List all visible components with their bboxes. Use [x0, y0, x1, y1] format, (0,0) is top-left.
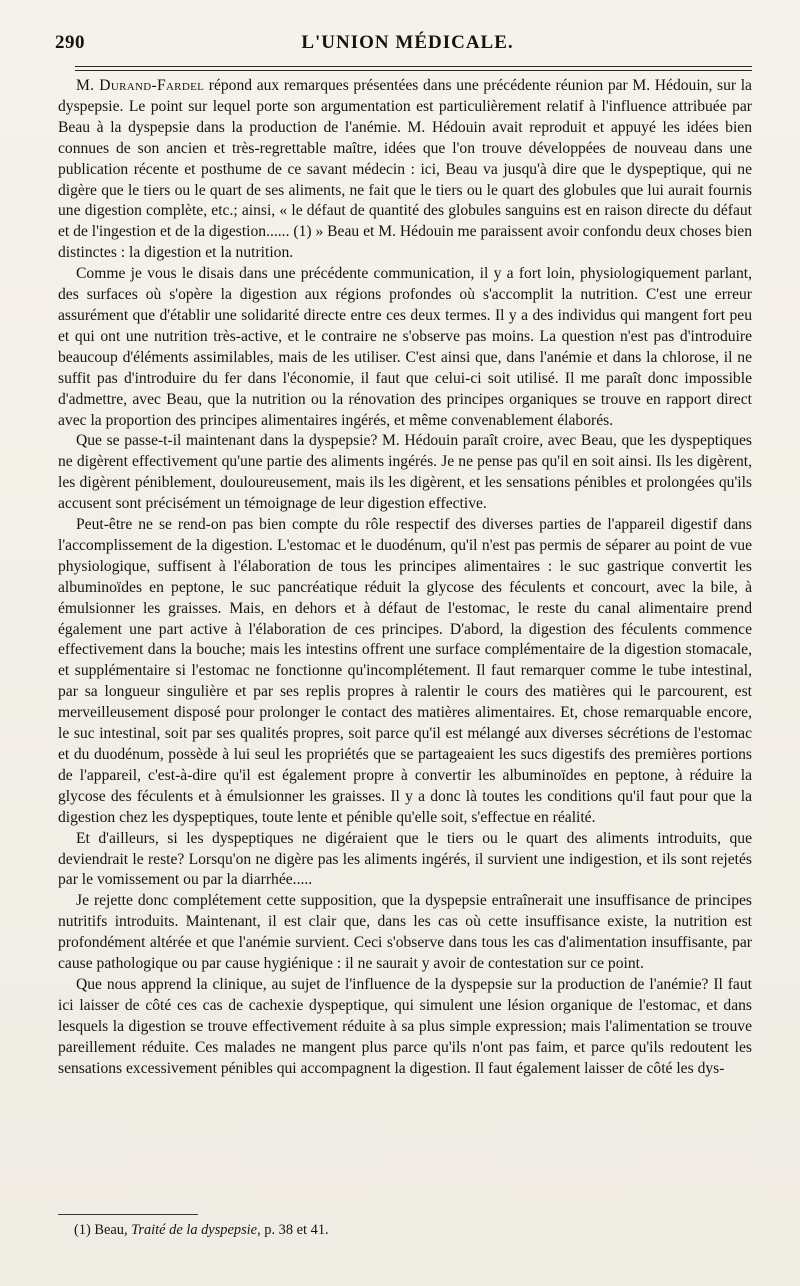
paragraph	[58, 264, 752, 431]
footnote-marker: (1) Beau,	[74, 1222, 132, 1238]
paragraph-text: Que se passe-t-il maintenant dans la dyspepsie? M. Hédouin paraît croire, avec Beau, que les dyspeptiques ne digèrent effectivement qu'une partie des aliments ingérés. Je ne pense pas qu'il en soit ainsi. Ils les digèrent, les digèrent péniblement, douloureusement, mais ils les digèrent, et les sensations pénibles et prolongées qu'ils accusent sont précisément un témoignage de leur digestion effective.	[58, 432, 752, 513]
footnote-rule	[58, 1214, 198, 1215]
article-body	[58, 76, 752, 1080]
paragraph	[58, 829, 752, 892]
page-header	[55, 30, 760, 58]
paragraph	[58, 515, 752, 829]
paragraph	[58, 431, 752, 515]
paragraph-text: Comme je vous le disais dans une précédente communication, il y a fort loin, physiologiquement parlant, des surfaces où s'opère la digestion aux régions profondes où s'accomplit la nutrition. C'est une erreur assurément que d'établir une solidarité directe entre ces deux termes. Il y a des individus qui mangent fort peu et qui ont une nutrition très-active, et le contraire ne s'observe pas moins. La question n'est pas d'introduire beaucoup d'éléments assimilables, mais de les utiliser. C'est ainsi que, dans l'anémie et dans la chlorose, il ne suffit pas d'introduire du fer dans l'économie, il faut que celui-ci soit utilisé. Il me paraît donc impossible d'admettre, avec Beau, que la nutrition ou la rénovation des principes organiques se trouve en rapport direct avec la proportion des principes alimentaires ingérés, et même convenablement élaborés.	[58, 265, 752, 429]
header-rule-thin	[75, 70, 752, 71]
running-head: L'UNION MÉDICALE.	[301, 32, 514, 53]
paragraph-text: Je rejette donc complétement cette supposition, que la dyspepsie entraînerait une insuffisance de principes nutritifs introduits. Maintenant, il est clair que, dans les cas où cette insuffisance existe, la nutrition est profondément altérée et que l'anémie survient. Ceci s'observe dans tous les cas d'alimentation insuffisante, par cause pathologique ou par cause hygiénique : il ne saurait y avoir de contestation sur ce point.	[58, 892, 752, 973]
paragraph-text: Peut-être ne se rend-on pas bien compte du rôle respectif des diverses parties de l'appareil digestif dans l'accomplissement de la digestion. L'estomac et le duodénum, qu'il n'est pas permis de séparer au point de vue physiologique, suffisent à l'élaboration de tous les principes alimentaires : le suc gastrique convertit les albuminoïdes en peptone, le suc pancréatique réduit la glycose des féculents et concourt, avec la bile, à émulsionner les graisses. Mais, en dehors et à défaut de l'estomac, le reste du canal alimentaire prend également une part active à l'élaboration de ces principes. D'abord, la digestion des féculents commence effectivement dans la bouche; mais les intestins offrent une surface complémentaire de la digestion stomacale, et supplémentaire si l'estomac ne fonctionne qu'incomplétement. Il faut remarquer comme le tube intestinal, par sa longueur singulière et par ses replis propres à ralentir le cours des matières qui le parcourent, est merveilleusement disposé pour prolonger le contact des matières alimentaires. Et, chose remarquable encore, le suc intestinal, soit par ses qualités propres, soit parce qu'il est mélangé aux diverses sécrétions de l'estomac et du duodénum, possède à lui seul les propriétés que se partageaient les sucs digestifs des premières portions de l'appareil, c'est-à-dire qu'il est également propre à convertir les albuminoïdes en peptone, à réduire la glycose des féculents et à émulsionner les graisses. Il y a donc là toutes les conditions qu'il faut pour que la digestion chez les dyspeptiques, toute lente et pénible qu'elle soit, s'effectue en réalité.	[58, 516, 752, 826]
paragraph	[58, 76, 752, 264]
paragraph	[58, 891, 752, 975]
paragraph-text: Que nous apprend la clinique, au sujet de l'influence de la dyspepsie sur la production de l'anémie? Il faut ici laisser de côté ces cas de cachexie dyspeptique, qui simulent une lésion organique de l'estomac, et dans lesquels la digestion se trouve effectivement réduite à sa plus simple expression; mais l'alimentation se trouve pareillement réduite. Ces malades ne mangent plus parce qu'ils n'ont pas faim, et parce qu'ils redoutent les sensations excessivement pénibles qui accompagnent la digestion. Il faut également laisser de côté les dys-	[58, 975, 752, 1077]
speaker-name: M. Durand-Fardel	[76, 77, 205, 94]
footnote-pages: , p. 38 et 41.	[257, 1222, 329, 1238]
paragraph-text: Et d'ailleurs, si les dyspeptiques ne digéraient que le tiers ou le quart des aliments introduits, que deviendrait le reste? Lorsqu'on ne digère pas les aliments ingérés, il survient une indigestion, et ils sont rejetés par le vomissement ou par la diarrhée.....	[58, 829, 752, 889]
paragraph	[58, 975, 752, 1080]
page-number: 290	[55, 32, 85, 53]
paragraph-text: répond aux remarques présentées dans une précédente réunion par M. Hédouin, sur la dyspepsie. Le point sur lequel porte son argumentation est particulièrement relatif à l'influence attribuée par Beau à la dyspepsie dans la production de l'anémie. M. Hédouin avait reproduit et appuyé les idées bien connues de son ancien et très-regrettable maître, idées que l'on trouve développées de nouveau dans une publication récente et posthume de ce savant médecin : ici, Beau va jusqu'à dire que le dyspeptique, qui ne digère que le tiers ou le quart de ses aliments, ne fait que le tiers ou le quart des globules que lui aurait fournis une digestion complète, etc.; ainsi, « le défaut de quantité des globules sanguins est en raison directe du défaut et de l'ingestion et de la digestion...... (1) » Beau et M. Hédouin me paraissent avoir confondu deux choses bien distinctes : la digestion et la nutrition.	[58, 77, 752, 262]
footnote	[74, 1220, 760, 1240]
header-rule	[75, 66, 752, 67]
footnote-title: Traité de la dyspepsie	[131, 1222, 258, 1238]
